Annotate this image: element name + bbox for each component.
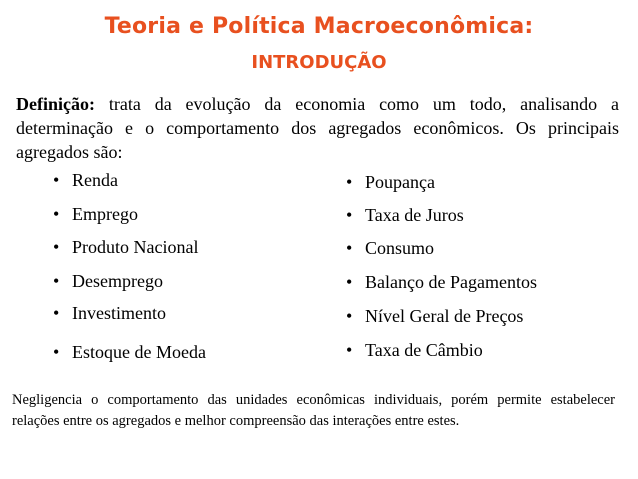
list-item <box>53 170 118 191</box>
list-item-label: Consumo <box>365 238 435 258</box>
bullet-icon: • <box>346 205 353 225</box>
list-item <box>53 204 138 225</box>
list-item <box>346 272 537 293</box>
list-item-label: Estoque de Moeda <box>72 342 206 362</box>
list-item-label: Desemprego <box>72 271 163 291</box>
slide-subtitle: INTRODUÇÃO <box>251 52 387 73</box>
list-item <box>53 342 206 363</box>
bullet-icon: • <box>53 342 60 362</box>
footer-paragraph: Negligencia o comportamento das unidades econômicas individuais, porém permite estabelecer relações entre os agregados e melhor compreensão das interações entre estes. <box>12 392 615 429</box>
definition-label: Definição: <box>16 94 95 114</box>
list-item <box>53 237 198 258</box>
bullet-icon: • <box>346 340 353 360</box>
list-item-label: Poupança <box>365 172 435 192</box>
bullet-icon: • <box>53 237 60 257</box>
list-item <box>53 271 163 292</box>
bullet-icon: • <box>53 204 60 224</box>
bullet-icon: • <box>346 238 353 258</box>
definition-text: trata da evolução da economia como um todo, analisando a determinação e o comportamento dos agregados econômicos. Os principais agregados são: <box>16 94 619 162</box>
bullet-icon: • <box>346 306 353 326</box>
list-item <box>346 238 434 259</box>
list-item <box>53 303 166 324</box>
definition-paragraph <box>16 92 619 164</box>
list-item-label: Taxa de Câmbio <box>365 340 483 360</box>
list-item <box>346 306 523 327</box>
list-item-label: Balanço de Pagamentos <box>365 272 537 292</box>
bullet-icon: • <box>53 303 60 323</box>
bullet-icon: • <box>53 170 60 190</box>
list-item-label: Renda <box>72 170 118 190</box>
list-item-label: Emprego <box>72 204 138 224</box>
slide-title: Teoria e Política Macroeconômica: <box>104 14 534 39</box>
list-item-label: Taxa de Juros <box>365 205 464 225</box>
list-item <box>346 205 464 226</box>
bullet-icon: • <box>346 272 353 292</box>
list-item-label: Investimento <box>72 303 166 323</box>
list-item <box>346 172 435 193</box>
list-item-label: Produto Nacional <box>72 237 199 257</box>
list-item <box>346 340 483 361</box>
bullet-icon: • <box>53 271 60 291</box>
bullet-icon: • <box>346 172 353 192</box>
list-item-label: Nível Geral de Preços <box>365 306 524 326</box>
